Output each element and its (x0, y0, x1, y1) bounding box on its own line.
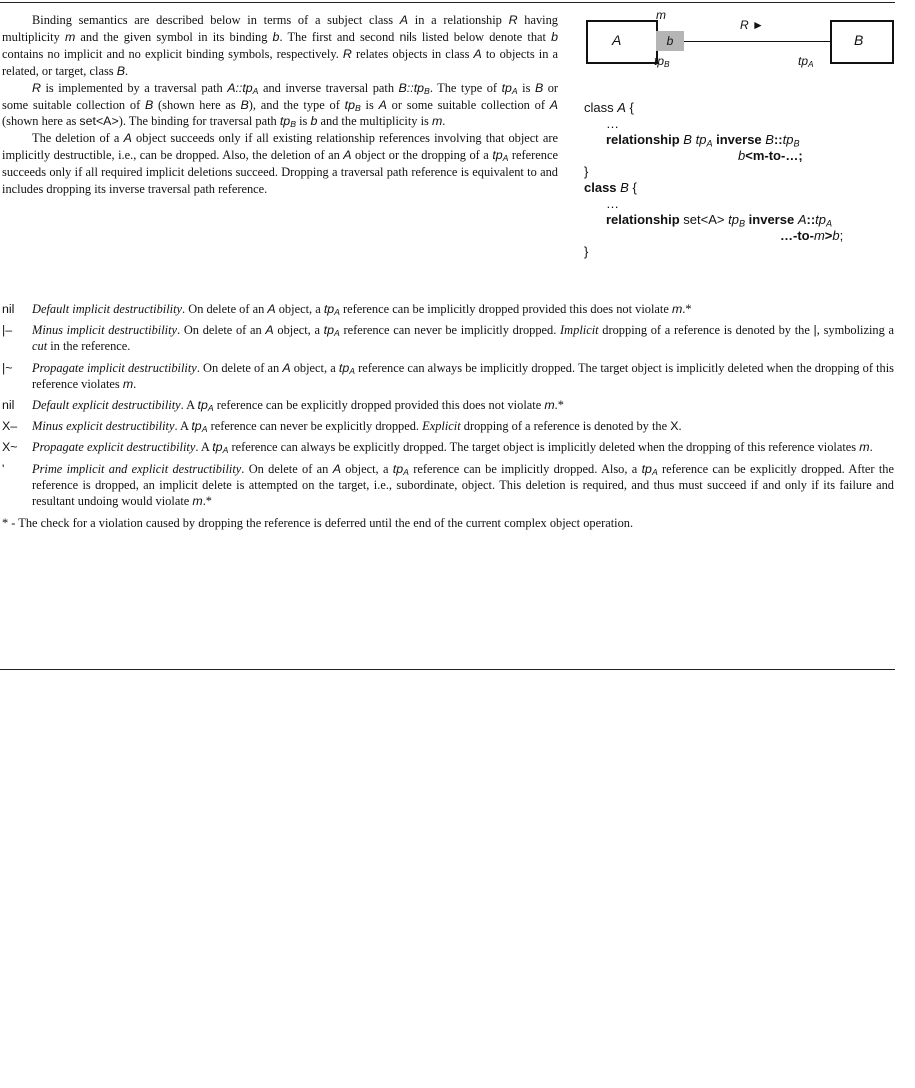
multiplicity: <m-to-…; (745, 148, 803, 163)
binding-symbol: |~ (2, 360, 13, 375)
tp-symbol: tp (212, 440, 223, 455)
inverse-class: B (765, 132, 774, 147)
tp-symbol: tp (392, 461, 404, 476)
intro-paragraph-3 (2, 130, 558, 198)
binding-symbol-box (656, 31, 684, 51)
text: . A (180, 398, 198, 413)
inverse-tp: tp (815, 212, 826, 227)
subscript: B (424, 85, 430, 96)
gt: > (824, 228, 833, 243)
scope-separator: :: (773, 132, 783, 147)
definition-item (2, 360, 894, 392)
multiplicity-symbol: m (431, 114, 443, 129)
relationship-label (740, 18, 764, 32)
text: (shown here as (2, 114, 80, 129)
text: and inverse traversal path (258, 80, 399, 95)
emphasis: Explicit (422, 419, 461, 434)
relationship-symbol: R (508, 13, 518, 27)
ellipsis (584, 196, 904, 212)
emphasis: cut (32, 339, 48, 354)
inverse-keyword: inverse (745, 212, 798, 227)
text: and the multiplicity is (317, 114, 432, 129)
multiplicity-symbol: m (64, 29, 76, 44)
definition-item (2, 461, 894, 510)
multiplicity-symbol: m (122, 376, 134, 391)
definition-title: Default explicit destructibility (32, 398, 181, 413)
ellipsis-text: … (606, 196, 619, 211)
definition-title: Minus explicit destructibility (32, 419, 175, 434)
text: is implemented by a traversal path (40, 80, 228, 95)
text: . On delete of an (182, 302, 268, 316)
text: is (360, 97, 379, 112)
top-rule (0, 2, 895, 3)
subscript: A (511, 85, 518, 96)
text: and the given symbol in its binding (75, 29, 273, 44)
tp-symbol: tp (279, 114, 291, 129)
text: or some suitable collection of (386, 97, 550, 112)
inverse-keyword: inverse (712, 132, 766, 147)
multiplicity: …-to- (780, 228, 814, 243)
ellipsis (584, 116, 904, 132)
text: in the reference. (47, 339, 131, 354)
relationship-b-multiplicity (584, 228, 904, 244)
text: is (517, 80, 535, 95)
class-a-symbol: A (123, 131, 132, 146)
intro-paragraph-1 (2, 12, 558, 80)
text: . On delete of an (241, 461, 333, 476)
relationship-symbol: R (32, 80, 41, 95)
subscript: B (793, 138, 800, 149)
type: B (683, 132, 692, 147)
definition-item (2, 418, 894, 434)
class-b-header (584, 180, 904, 196)
set-type: set<A> (79, 114, 119, 129)
definition-item (2, 322, 894, 354)
relationship-a-line (584, 132, 904, 148)
class-a-symbol: A (332, 461, 341, 476)
class-a-header (584, 100, 904, 116)
relationship-line (684, 41, 830, 42)
text: . On delete of an (177, 323, 266, 338)
tp-symbol: tp (501, 80, 512, 95)
text: contains no implicit and no explicit binding symbols, respectively. (2, 46, 343, 61)
binding: b (832, 228, 840, 243)
emphasis: Implicit (560, 323, 599, 338)
definition-title: Prime implicit and explicit destructibility (32, 461, 242, 476)
relationship-keyword: relationship (606, 212, 684, 227)
tp-symbol: tp (338, 360, 350, 375)
intro-text (2, 12, 558, 198)
text: . (678, 419, 682, 434)
text: . A (195, 440, 213, 455)
multiplicity-symbol: m (544, 398, 555, 413)
subscript: A (334, 328, 340, 339)
text: . On delete of an (196, 360, 283, 375)
class-b-symbol: B (240, 97, 249, 112)
text: is (295, 114, 311, 129)
text: . (442, 114, 446, 129)
scope-separator: :: (806, 212, 816, 227)
binding-symbol-text: b (666, 34, 674, 48)
binding-symbol: b (310, 114, 318, 129)
text: . The first and second (279, 29, 400, 44)
brace: { (628, 180, 637, 195)
m: m (813, 228, 825, 243)
tp-symbol: tp (344, 97, 355, 112)
relationship-name: R (740, 18, 749, 32)
tp: tp (724, 212, 739, 227)
binding-symbol: b (551, 29, 558, 44)
text: . (869, 440, 873, 455)
text: reference can never be explicitly dropped. (207, 419, 423, 434)
subscript: A (502, 153, 509, 164)
tp-b-label (654, 54, 670, 68)
text: object, a (290, 360, 339, 375)
text: object or the dropping of a (351, 148, 493, 163)
subscript: A (706, 138, 713, 149)
text: The deletion of a (32, 131, 124, 146)
text: object, a (273, 323, 324, 338)
binding-symbol: b (272, 29, 280, 44)
text: . The type of (429, 80, 502, 95)
semicolon: ; (839, 228, 844, 243)
inverse-tp: tp (782, 132, 794, 147)
class-b-label: B (854, 32, 864, 48)
subscript: A (808, 59, 814, 70)
direction-arrow-icon: ► (752, 18, 764, 32)
text: .* (202, 494, 212, 509)
definition-title: Minus implicit destructibility (32, 323, 178, 338)
subscript: B (354, 102, 361, 113)
subscript: B (664, 59, 670, 70)
brace: { (625, 100, 634, 115)
class-a-symbol: A (343, 148, 352, 163)
text: , symbolizing a (816, 323, 895, 338)
text: .* (554, 398, 564, 413)
footnote: * - The check for a violation caused by dropping the reference is deferred until the end of the current complex object operation. (2, 516, 634, 531)
class-a-symbol: A (399, 13, 409, 27)
bottom-rule (0, 669, 895, 670)
text: ). The binding for traversal path (118, 114, 280, 129)
text: relates objects in class (351, 46, 474, 61)
text: or some suitable collection of (2, 80, 559, 112)
tp-a-label (798, 54, 814, 68)
binding-symbol: ' (2, 461, 5, 476)
tp-symbol: tp (197, 398, 208, 413)
binding-symbol: |– (2, 323, 13, 338)
class-keyword: class (584, 100, 618, 115)
inverse-class: A (797, 212, 807, 227)
subscript: B (738, 218, 746, 229)
type: set<A> (683, 212, 725, 227)
tp-text: tp (654, 54, 665, 68)
definition-title: Propagate explicit destructibility (32, 440, 196, 455)
subscript: A (201, 424, 208, 435)
tp-symbol: tp (323, 302, 335, 316)
text: reference can never be implicitly dropped. (339, 323, 561, 338)
destructibility-definitions (2, 301, 894, 531)
class-a-label: A (612, 32, 622, 48)
binding-symbol: nil (2, 398, 15, 413)
brace: } (584, 244, 589, 259)
tp: tp (691, 132, 707, 147)
binding-symbol: X~ (2, 440, 18, 455)
subscript: A (349, 365, 355, 376)
text: in a relationship (408, 13, 509, 27)
subscript: A (207, 403, 214, 414)
class-b-symbol: B (534, 80, 544, 95)
closing-brace (584, 164, 904, 180)
subscript: B (290, 119, 296, 130)
class-name: A (617, 100, 626, 115)
subscript: A (651, 466, 658, 477)
inverse-traversal-path: B::tp (398, 80, 425, 95)
tp-text: tp (798, 54, 809, 68)
brace: } (584, 164, 589, 179)
cut-symbol: | (813, 323, 817, 338)
text: reference can always be explicitly dropped. The target object is implicitly deleted when the dropping of this reference violates (228, 440, 860, 455)
class-a-symbol: A (267, 302, 276, 316)
text: .* (682, 302, 692, 316)
text: to objects in a related, or target, class (2, 46, 559, 78)
tp-symbol: tp (191, 419, 202, 434)
definition-item (2, 301, 894, 317)
class-definitions (584, 100, 904, 260)
definition-item (2, 397, 894, 413)
class-a-symbol: A (282, 360, 291, 375)
multiplicity-symbol: m (192, 494, 203, 509)
text: reference can always be implicitly dropped. The target object is implicitly deleted when the dropping of this reference violates (32, 360, 894, 391)
traversal-path: A::tp (227, 80, 253, 95)
class-keyword: class (584, 180, 621, 195)
ellipsis-text: … (606, 116, 619, 131)
text: reference can be explicitly dropped. After the reference is dropped, an implicit delete is attempted on the target, i.e., subordinate, object. This deletion is required, and thus must succeed if and only if its failure and resultant undoing would violate (32, 461, 894, 509)
class-b-symbol: B (145, 97, 154, 112)
class-a-symbol: A (473, 46, 482, 61)
text: reference can be implicitly dropped provided this does not violate (339, 302, 672, 316)
text: reference can be explicitly dropped provided this does not violate (213, 398, 545, 413)
binding-symbol: X– (2, 419, 18, 434)
class-a-symbol: A (549, 97, 559, 112)
definition-title: Default implicit destructibility (32, 302, 183, 316)
subscript: A (222, 445, 229, 456)
text: having multiplicity (2, 13, 558, 44)
text: object succeeds only if all existing relationship references involving that object are implicitly destructible, i.e., can be dropped. Also, the deletion of an (2, 131, 559, 163)
text: . (133, 376, 137, 391)
text: . A (174, 419, 192, 434)
subscript: A (826, 218, 833, 229)
class-b-symbol: B (116, 63, 125, 78)
closing-brace (584, 244, 904, 260)
relationship-b-line (584, 212, 904, 228)
text: reference can be implicitly dropped. Also, a (408, 461, 642, 476)
subscript: A (334, 307, 340, 318)
text: Binding semantics are described below in terms of a subject class (32, 13, 400, 27)
tp-symbol: tp (323, 323, 334, 338)
relationship-symbol: R (342, 46, 352, 61)
subscript: A (403, 466, 409, 477)
text: . (124, 63, 129, 78)
binding-symbol: nil (2, 302, 15, 316)
class-name: B (620, 180, 629, 195)
text: dropping of a reference is denoted by the (460, 419, 671, 434)
text: object, a (340, 461, 393, 476)
relationship-a-multiplicity (584, 148, 904, 164)
tp-symbol: tp (641, 461, 652, 476)
definition-title: Propagate implicit destructibility (32, 360, 197, 375)
relationship-diagram (584, 4, 894, 80)
class-a-box (586, 20, 658, 64)
x-symbol: X (670, 419, 679, 434)
text: (shown here as (153, 97, 241, 112)
subscript: A (252, 85, 259, 96)
text: ), and the type of (248, 97, 345, 112)
text: dropping of a reference is denoted by the (598, 323, 814, 338)
definition-item (2, 439, 894, 455)
text: s listed below denote that (411, 29, 552, 44)
text: reference succeeds only if all required implicit deletions succeed. Dropping a traversal path reference is equivalent to and includes dropping its inverse traversal path reference. (2, 148, 559, 197)
nil-keyword: nil (399, 29, 412, 44)
class-a-symbol: A (265, 323, 274, 338)
binding: b (738, 148, 746, 163)
relationship-keyword: relationship (606, 132, 684, 147)
multiplicity-label: m (656, 8, 666, 22)
text: object, a (275, 302, 324, 316)
class-a-symbol: A (378, 97, 387, 112)
multiplicity-symbol: m (859, 440, 870, 455)
tp-symbol: tp (492, 148, 503, 163)
intro-paragraph-2 (2, 80, 558, 131)
multiplicity-symbol: m (671, 302, 683, 316)
